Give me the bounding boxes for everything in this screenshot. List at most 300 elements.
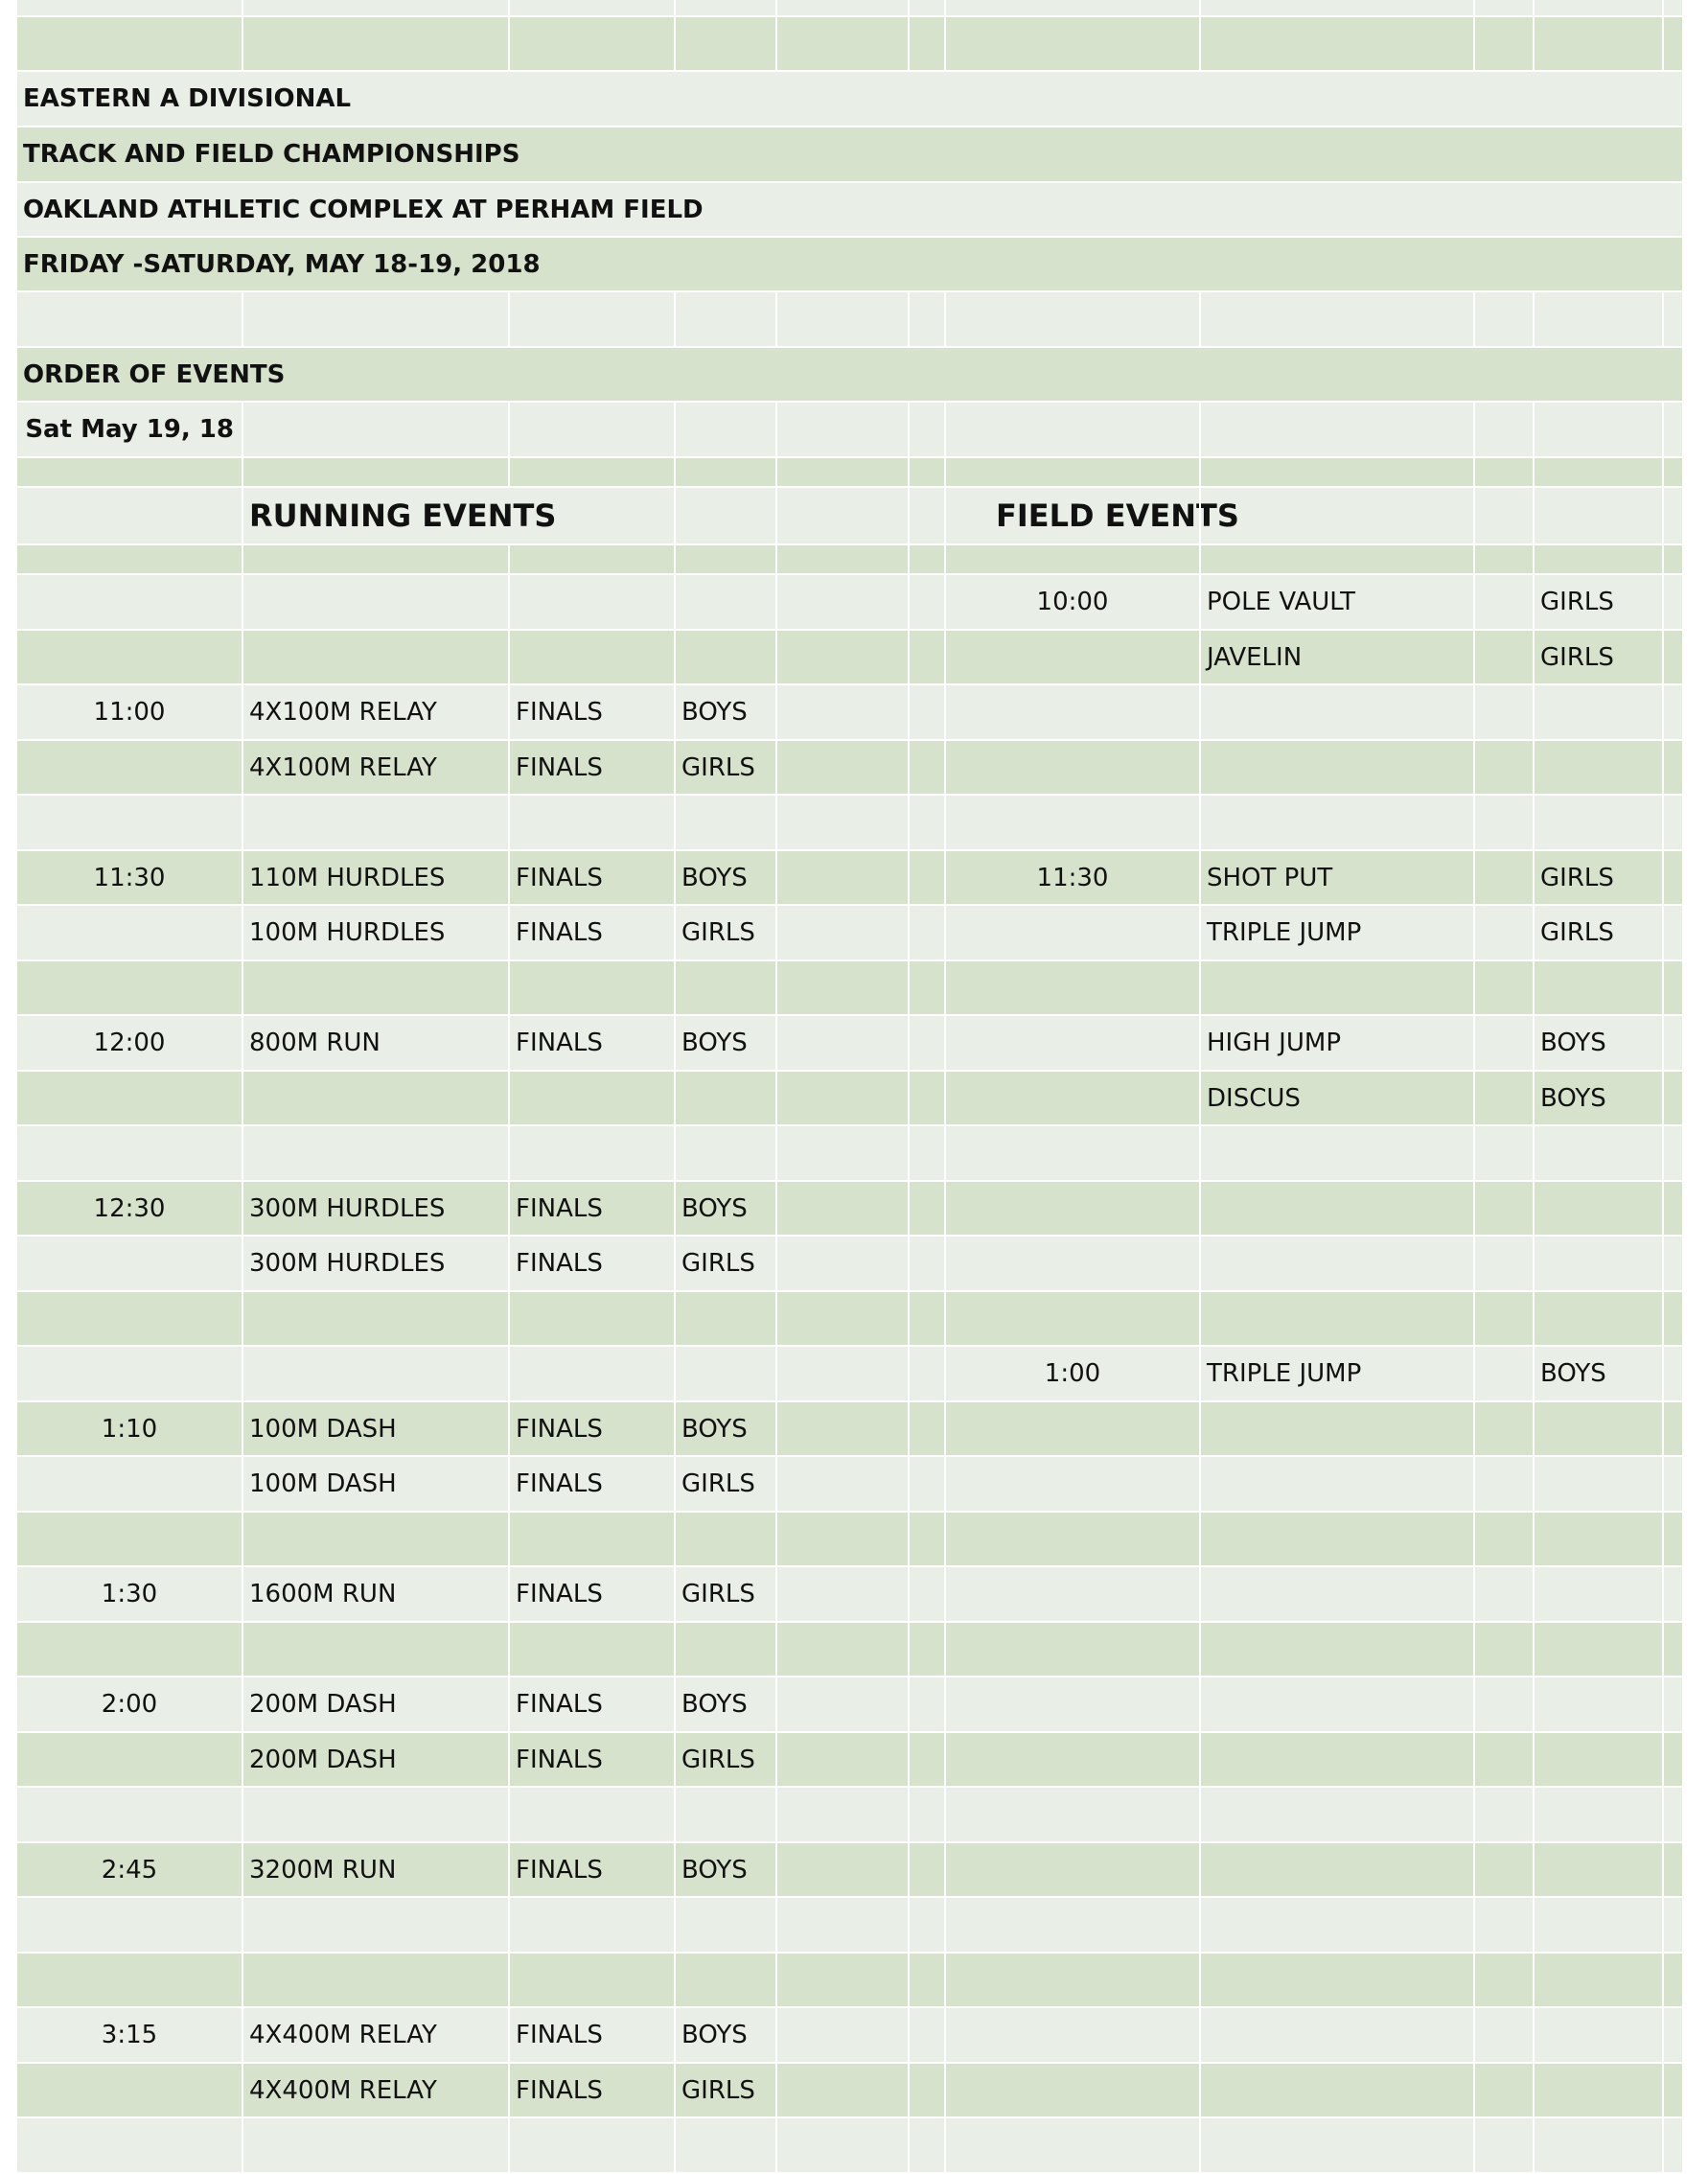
schedule-row [17, 1677, 1682, 1733]
empty-cell [1662, 1954, 1682, 2006]
running-time-cell [17, 1072, 242, 1124]
running-round-cell [508, 1126, 674, 1180]
running-gender-cell: BOYS [674, 1182, 775, 1235]
field-event-cell [1199, 1733, 1473, 1786]
field-time-cell: 11:30 [944, 851, 1199, 904]
running-event-cell [242, 2118, 508, 2172]
running-time-cell [17, 906, 242, 960]
running-gender-cell [674, 1954, 775, 2006]
empty-cell [908, 1513, 944, 1565]
field-event-cell [1199, 1126, 1473, 1180]
running-event-cell [242, 796, 508, 849]
empty-cell [908, 1347, 944, 1400]
field-event-cell: DISCUS [1199, 1072, 1473, 1124]
running-gender-cell [674, 575, 775, 629]
field-event-cell [1199, 2118, 1473, 2172]
running-time-cell: 2:45 [101, 1855, 158, 1885]
field-event-cell [1199, 1182, 1473, 1235]
field-time-cell: 1:00 [944, 1347, 1199, 1400]
field-gender-cell [1533, 2118, 1662, 2172]
running-round-cell [508, 1292, 674, 1345]
field-event-cell [1199, 1292, 1473, 1345]
running-gender-cell [674, 1126, 775, 1180]
field-time-cell [944, 2008, 1199, 2062]
empty-cell [1662, 1347, 1682, 1400]
running-round-cell [508, 1623, 674, 1676]
empty-cell [908, 631, 944, 683]
header-division: EASTERN A DIVISIONAL [23, 84, 352, 113]
running-gender-cell: GIRLS [674, 1237, 775, 1290]
running-gender-cell [674, 961, 775, 1014]
empty-cell [908, 906, 944, 960]
running-event-cell: 4X400M RELAY [242, 2064, 508, 2116]
running-gender-cell: BOYS [674, 1016, 775, 1070]
empty-cell [1473, 1954, 1533, 2006]
running-time-cell [17, 631, 242, 683]
field-event-cell [1199, 1954, 1473, 2006]
empty-cell [908, 1954, 944, 2006]
running-event-cell [242, 1126, 508, 1180]
schedule-row [17, 1567, 1682, 1623]
field-event-cell [1199, 1567, 1473, 1621]
empty-cell [908, 685, 944, 739]
running-time-cell [17, 741, 242, 794]
schedule-row [17, 2008, 1682, 2064]
header-dates: FRIDAY -SATURDAY, MAY 18-19, 2018 [23, 249, 541, 279]
running-round-cell: FINALS [508, 1733, 674, 1786]
running-event-cell: 300M HURDLES [242, 1237, 508, 1290]
empty-cell [1473, 1513, 1533, 1565]
field-event-cell [1199, 1898, 1473, 1952]
running-time-cell [17, 1623, 242, 1676]
empty-cell [1662, 1677, 1682, 1731]
field-time-cell [944, 1788, 1199, 1841]
empty-cell [908, 2064, 944, 2116]
schedule-row [17, 1954, 1682, 2008]
empty-cell [908, 1843, 944, 1896]
field-event-cell [1199, 1237, 1473, 1290]
field-event-cell [1199, 1457, 1473, 1511]
empty-cell [1662, 1457, 1682, 1511]
running-time-cell [17, 2064, 242, 2116]
empty-cell [775, 1513, 908, 1565]
empty-cell [775, 1347, 908, 1400]
title-row [17, 72, 1682, 127]
empty-cell [908, 2008, 944, 2062]
running-round-cell [508, 961, 674, 1014]
field-event-cell [1199, 1513, 1473, 1565]
empty-cell [1473, 2008, 1533, 2062]
field-time-cell [944, 1457, 1199, 1511]
running-event-cell: 100M HURDLES [242, 906, 508, 960]
running-event-cell: 300M HURDLES [242, 1182, 508, 1235]
field-gender-cell [1533, 1954, 1662, 2006]
field-gender-cell [1533, 1402, 1662, 1455]
schedule-row [17, 1016, 1682, 1072]
date-row [17, 403, 1682, 458]
running-round-cell [508, 1898, 674, 1952]
empty-cell [1662, 575, 1682, 629]
empty-cell [1662, 1292, 1682, 1345]
empty-cell [775, 2008, 908, 2062]
empty-cell [1662, 1402, 1682, 1455]
running-gender-cell [674, 1788, 775, 1841]
empty-cell [1473, 1126, 1533, 1180]
running-time-cell [17, 1954, 242, 2006]
running-round-cell [508, 1072, 674, 1124]
empty-cell [1662, 1733, 1682, 1786]
running-time-cell: 1:10 [101, 1414, 158, 1444]
empty-cell [775, 1954, 908, 2006]
running-round-cell [508, 1954, 674, 2006]
running-event-cell [242, 1347, 508, 1400]
empty-cell [775, 1237, 908, 1290]
empty-cell [908, 1677, 944, 1731]
running-gender-cell: BOYS [674, 851, 775, 904]
running-event-cell: 200M DASH [242, 1733, 508, 1786]
running-time-cell: 12:30 [93, 1193, 166, 1223]
running-gender-cell [674, 1898, 775, 1952]
running-gender-cell [674, 631, 775, 683]
empty-cell [1473, 1567, 1533, 1621]
field-gender-cell [1533, 1182, 1662, 1235]
empty-cell [1662, 1623, 1682, 1676]
empty-cell [775, 1733, 908, 1786]
running-gender-cell: GIRLS [674, 1457, 775, 1511]
field-time-cell [944, 631, 1199, 683]
running-round-cell [508, 796, 674, 849]
running-events-heading: RUNNING EVENTS [242, 488, 674, 544]
field-event-cell [1199, 796, 1473, 849]
running-event-cell: 4X400M RELAY [242, 2008, 508, 2062]
field-gender-cell [1533, 2008, 1662, 2062]
running-round-cell: FINALS [508, 1567, 674, 1621]
running-round-cell: FINALS [508, 906, 674, 960]
field-event-cell: JAVELIN [1199, 631, 1473, 683]
running-time-cell [17, 1898, 242, 1952]
title-row [17, 348, 1682, 403]
field-gender-cell [1533, 1898, 1662, 1952]
running-round-cell: FINALS [508, 1402, 674, 1455]
field-event-cell [1199, 741, 1473, 794]
empty-cell [908, 1788, 944, 1841]
order-of-events-heading: ORDER OF EVENTS [23, 359, 286, 389]
schedule-row [17, 1182, 1682, 1237]
schedule-row [17, 1237, 1682, 1292]
running-gender-cell [674, 1513, 775, 1565]
empty-cell [775, 1126, 908, 1180]
empty-cell [775, 1677, 908, 1731]
empty-cell [908, 1733, 944, 1786]
running-gender-cell: BOYS [674, 685, 775, 739]
running-time-cell: 11:30 [93, 863, 166, 892]
field-time-cell [944, 906, 1199, 960]
running-gender-cell: BOYS [674, 2008, 775, 2062]
empty-cell [775, 1457, 908, 1511]
empty-cell [775, 631, 908, 683]
header-championship: TRACK AND FIELD CHAMPIONSHIPS [23, 140, 520, 169]
empty-cell [1473, 2118, 1533, 2172]
empty-cell [1662, 1237, 1682, 1290]
field-time-cell [944, 961, 1199, 1014]
field-event-cell [1199, 2008, 1473, 2062]
empty-cell [775, 1182, 908, 1235]
field-time-cell: 10:00 [944, 575, 1199, 629]
empty-cell [775, 685, 908, 739]
empty-cell [1662, 906, 1682, 960]
field-gender-cell [1533, 2064, 1662, 2116]
field-gender-cell [1533, 1567, 1662, 1621]
empty-cell [908, 2118, 944, 2172]
running-event-cell: 4X100M RELAY [242, 741, 508, 794]
field-event-cell: HIGH JUMP [1199, 1016, 1473, 1070]
field-event-cell [1199, 961, 1473, 1014]
field-gender-cell: BOYS [1533, 1072, 1662, 1124]
empty-cell [775, 1072, 908, 1124]
field-event-cell [1199, 1788, 1473, 1841]
field-event-cell [1199, 1623, 1473, 1676]
empty-cell [775, 1292, 908, 1345]
empty-cell [908, 1292, 944, 1345]
title-row [17, 183, 1682, 238]
field-event-cell: POLE VAULT [1199, 575, 1473, 629]
field-gender-cell [1533, 685, 1662, 739]
field-time-cell [944, 2064, 1199, 2116]
field-gender-cell [1533, 1292, 1662, 1345]
empty-cell [1473, 1733, 1533, 1786]
schedule-row [17, 906, 1682, 961]
field-gender-cell: GIRLS [1533, 906, 1662, 960]
field-gender-cell [1533, 741, 1662, 794]
empty-cell [775, 1567, 908, 1621]
blank-row [17, 292, 1682, 348]
empty-cell [908, 1567, 944, 1621]
empty-cell [1473, 1237, 1533, 1290]
empty-cell [908, 961, 944, 1014]
running-round-cell [508, 1347, 674, 1400]
running-round-cell: FINALS [508, 685, 674, 739]
field-event-cell: SHOT PUT [1199, 851, 1473, 904]
schedule-row [17, 1402, 1682, 1457]
empty-cell [1662, 2118, 1682, 2172]
empty-cell [1473, 631, 1533, 683]
empty-cell [1473, 1292, 1533, 1345]
running-round-cell: FINALS [508, 1843, 674, 1896]
schedule-row [17, 961, 1682, 1016]
field-gender-cell [1533, 1126, 1662, 1180]
field-gender-cell [1533, 1788, 1662, 1841]
field-event-cell [1199, 2064, 1473, 2116]
field-time-cell [944, 1237, 1199, 1290]
empty-cell [908, 1623, 944, 1676]
empty-cell [1662, 631, 1682, 683]
field-time-cell [944, 1016, 1199, 1070]
empty-cell [1662, 961, 1682, 1014]
empty-cell [1662, 2064, 1682, 2116]
spacer-row [17, 458, 1682, 488]
field-gender-cell [1533, 1623, 1662, 1676]
empty-cell [908, 575, 944, 629]
field-events-heading: FIELD EVENTS [944, 488, 1199, 544]
field-event-cell [1199, 1402, 1473, 1455]
running-round-cell: FINALS [508, 741, 674, 794]
empty-cell [1473, 575, 1533, 629]
empty-cell [775, 961, 908, 1014]
field-time-cell [944, 1954, 1199, 2006]
running-time-cell: 1:30 [101, 1580, 158, 1608]
running-round-cell [508, 1788, 674, 1841]
running-gender-cell: GIRLS [674, 1733, 775, 1786]
running-time-cell: 12:00 [93, 1029, 166, 1057]
running-round-cell [508, 575, 674, 629]
empty-cell [775, 741, 908, 794]
field-gender-cell [1533, 1237, 1662, 1290]
running-time-cell [17, 1126, 242, 1180]
running-gender-cell: GIRLS [674, 906, 775, 960]
title-row [17, 238, 1682, 292]
schedule-row [17, 1292, 1682, 1347]
schedule-row [17, 685, 1682, 741]
running-round-cell: FINALS [508, 2064, 674, 2116]
running-round-cell [508, 2118, 674, 2172]
field-gender-cell [1533, 796, 1662, 849]
empty-cell [1662, 1513, 1682, 1565]
schedule-row [17, 1843, 1682, 1898]
empty-cell [775, 796, 908, 849]
running-event-cell [242, 961, 508, 1014]
field-time-cell [944, 741, 1199, 794]
running-round-cell: FINALS [508, 1457, 674, 1511]
empty-cell [908, 796, 944, 849]
schedule-row [17, 1126, 1682, 1182]
running-gender-cell [674, 1347, 775, 1400]
schedule-row [17, 741, 1682, 796]
empty-cell [908, 1237, 944, 1290]
empty-cell [775, 2118, 908, 2172]
empty-cell [1662, 1016, 1682, 1070]
running-gender-cell: BOYS [674, 1402, 775, 1455]
running-event-cell [242, 1623, 508, 1676]
empty-cell [1473, 1182, 1533, 1235]
running-gender-cell [674, 796, 775, 849]
empty-cell [1662, 741, 1682, 794]
running-round-cell: FINALS [508, 1182, 674, 1235]
running-gender-cell [674, 1072, 775, 1124]
empty-cell [775, 1623, 908, 1676]
schedule-row [17, 796, 1682, 851]
field-time-cell [944, 1843, 1199, 1896]
schedule-row [17, 851, 1682, 906]
running-time-cell: 11:00 [93, 698, 166, 727]
field-event-cell: TRIPLE JUMP [1199, 906, 1473, 960]
running-round-cell: FINALS [508, 2008, 674, 2062]
running-event-cell: 800M RUN [242, 1016, 508, 1070]
empty-cell [908, 1457, 944, 1511]
field-gender-cell: GIRLS [1533, 575, 1662, 629]
running-time-cell [17, 961, 242, 1014]
field-time-cell [944, 685, 1199, 739]
running-gender-cell: GIRLS [674, 2064, 775, 2116]
empty-cell [775, 575, 908, 629]
running-event-cell [242, 1292, 508, 1345]
running-time-cell [17, 1237, 242, 1290]
running-time-cell [17, 2118, 242, 2172]
empty-cell [1473, 906, 1533, 960]
field-event-cell [1199, 685, 1473, 739]
field-time-cell [944, 1623, 1199, 1676]
empty-cell [908, 1182, 944, 1235]
empty-cell [775, 1788, 908, 1841]
schedule-row [17, 1788, 1682, 1843]
blank-row [17, 0, 1682, 17]
schedule-row [17, 2118, 1682, 2174]
field-time-cell [944, 1898, 1199, 1952]
empty-cell [1473, 1402, 1533, 1455]
running-event-cell [242, 1898, 508, 1952]
empty-cell [775, 1016, 908, 1070]
schedule-row [17, 1072, 1682, 1126]
empty-cell [1662, 2008, 1682, 2062]
running-round-cell: FINALS [508, 1677, 674, 1731]
field-time-cell [944, 1733, 1199, 1786]
schedule-row [17, 1513, 1682, 1567]
field-gender-cell [1533, 1843, 1662, 1896]
empty-cell [1473, 1623, 1533, 1676]
running-round-cell: FINALS [508, 851, 674, 904]
running-event-cell: 100M DASH [242, 1402, 508, 1455]
empty-cell [908, 1898, 944, 1952]
running-event-cell: 1600M RUN [242, 1567, 508, 1621]
running-gender-cell: BOYS [674, 1677, 775, 1731]
running-gender-cell [674, 1292, 775, 1345]
running-time-cell: 3:15 [101, 2021, 158, 2049]
field-gender-cell: BOYS [1533, 1347, 1662, 1400]
running-time-cell [17, 1457, 242, 1511]
empty-cell [1473, 961, 1533, 1014]
running-time-cell [17, 575, 242, 629]
empty-cell [1662, 1843, 1682, 1896]
field-event-cell [1199, 1843, 1473, 1896]
empty-cell [1473, 741, 1533, 794]
schedule-row [17, 575, 1682, 631]
field-gender-cell [1533, 961, 1662, 1014]
schedule-row [17, 631, 1682, 685]
empty-cell [1473, 1843, 1533, 1896]
field-gender-cell: GIRLS [1533, 851, 1662, 904]
field-event-cell [1199, 1677, 1473, 1731]
section-header-row [17, 488, 1682, 545]
empty-cell [1662, 1072, 1682, 1124]
empty-cell [1473, 1347, 1533, 1400]
empty-cell [908, 1072, 944, 1124]
running-gender-cell: GIRLS [674, 1567, 775, 1621]
running-round-cell: FINALS [508, 1016, 674, 1070]
empty-cell [1473, 1788, 1533, 1841]
schedule-row [17, 2064, 1682, 2118]
empty-cell [1473, 685, 1533, 739]
running-event-cell: 200M DASH [242, 1677, 508, 1731]
empty-cell [1662, 851, 1682, 904]
field-gender-cell [1533, 1457, 1662, 1511]
empty-cell [1662, 1567, 1682, 1621]
running-time-cell: 2:00 [101, 1690, 158, 1719]
running-event-cell: 110M HURDLES [242, 851, 508, 904]
field-time-cell [944, 1182, 1199, 1235]
running-round-cell: FINALS [508, 1237, 674, 1290]
spacer-row [17, 545, 1682, 575]
running-time-cell [17, 1788, 242, 1841]
field-time-cell [944, 1513, 1199, 1565]
